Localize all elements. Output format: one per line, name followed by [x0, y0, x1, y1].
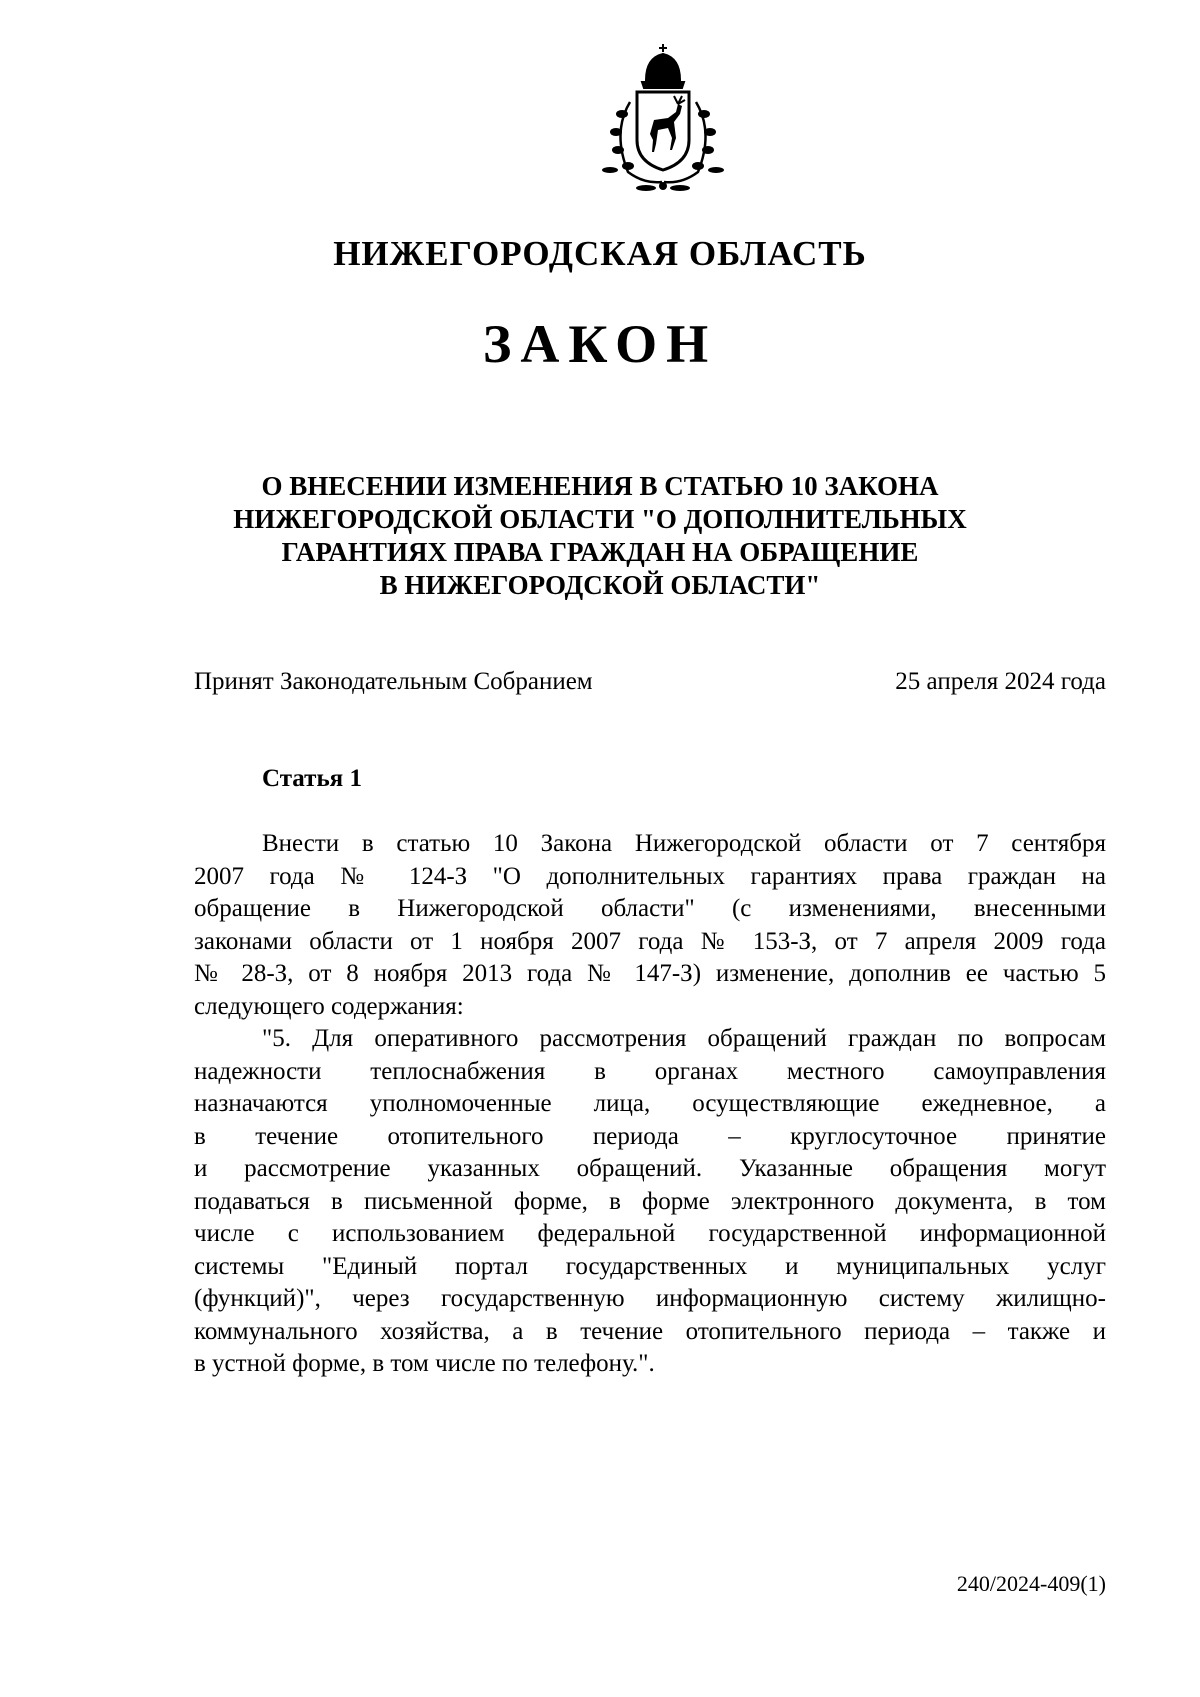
article-text-line: Внести в статью 10 Закона Нижегородской области от 7 сентября: [262, 830, 1106, 857]
article-heading: Статья 1: [262, 765, 362, 792]
article-text-line: обращение в Нижегородской области" (с изменениями, внесенными: [194, 895, 1106, 922]
article-text-line: следующего содержания:: [194, 992, 464, 1020]
law-title: [0, 470, 1200, 602]
article-text-line: "5. Для оперативного рассмотрения обращений граждан по вопросам: [262, 1025, 1106, 1052]
article-body: [194, 828, 1106, 1381]
article-text-line: надежности теплоснабжения в органах местного самоуправления: [194, 1057, 1106, 1085]
region-name: НИЖЕГОРОДСКАЯ ОБЛАСТЬ: [333, 234, 867, 273]
article-text-line: числе с использованием федеральной государственной информационной: [194, 1220, 1106, 1247]
document-number: 240/2024-409(1): [956, 1571, 1106, 1596]
article-text-line: в течение отопительного периода – круглосуточное принятие: [194, 1122, 1106, 1150]
law-title-line: ГАРАНТИЯХ ПРАВА ГРАЖДАН НА ОБРАЩЕНИЕ: [281, 537, 919, 567]
article-text-line: (функций)", через государственную информационную систему жилищно-: [194, 1285, 1106, 1312]
article-text-line: законами области от 1 ноября 2007 года № 153-З, от 7 апреля 2009 года: [194, 927, 1106, 955]
article-text-line: системы "Единый портал государственных и муниципальных услуг: [194, 1252, 1106, 1280]
article-text-line: назначаются уполномоченные лица, осуществляющие ежедневное, а: [194, 1090, 1106, 1117]
article-text-line: 2007 года № 124-З "О дополнительных гарантиях права граждан на: [194, 862, 1106, 890]
adoption-label: Принят Законодательным Собранием: [194, 668, 593, 695]
document-type: ЗАКОН: [482, 314, 718, 374]
coat-of-arms-icon: [592, 42, 734, 198]
law-title-line: НИЖЕГОРОДСКОЙ ОБЛАСТИ "О ДОПОЛНИТЕЛЬНЫХ: [233, 504, 967, 534]
article-text-line: подаваться в письменной форме, в форме электронного документа, в том: [194, 1187, 1106, 1215]
article-text-line: коммунального хозяйства, а в течение отопительного периода – также и: [194, 1317, 1106, 1345]
article-text-line: № 28-З, от 8 ноября 2013 года № 147-З) изменение, дополнив ее частью 5: [194, 960, 1106, 987]
law-title-line: О ВНЕСЕНИИ ИЗМЕНЕНИЯ В СТАТЬЮ 10 ЗАКОНА: [261, 471, 939, 501]
article-text-line: в устной форме, в том числе по телефону.".: [194, 1350, 655, 1377]
law-title-line: В НИЖЕГОРОДСКОЙ ОБЛАСТИ": [379, 570, 821, 600]
article-text-line: и рассмотрение указанных обращений. Указанные обращения могут: [194, 1155, 1106, 1182]
adoption-date: 25 апреля 2024 года: [895, 668, 1106, 695]
